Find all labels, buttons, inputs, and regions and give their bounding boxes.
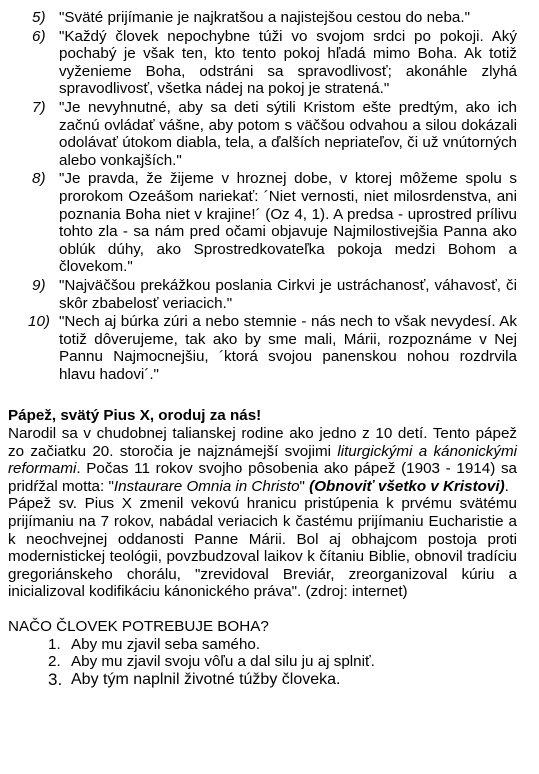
section-spacer xyxy=(8,601,517,618)
bio-text: . Počas 11 rokov svojho pôsobenia ako pápež (1903 - 1914) sa pridŕžal motta: " xyxy=(8,460,517,495)
reason-item xyxy=(8,671,517,689)
quote-number: 8) xyxy=(32,170,46,188)
why-heading: NAČO ČLOVEK POTREBUJE BOHA? xyxy=(8,618,269,635)
quote-text: "Každý človek nepochybne túži vo svojom srdci po pokoji. Aký pochabý je však ten, kto tento pokoj hľadá mimo Boha. Ak totiž vyženieme Boha, odstráni sa spravodlivosť; akonáhle zlyhá spravodlivosť, všetka nádej na pokoj je stratená." xyxy=(59,27,517,98)
why-section xyxy=(8,618,517,688)
bio-paragraph-2: Pápež sv. Pius X zmenil vekovú hranicu pristúpenia k prvému svätému prijímaniu na 7 rokov, nabádal veriacich k častému prijímaniu Eucharistie a k neochvejnej oddanosti Panne Márii. Bol aj obhajcom postoja proti modernistickej teológii, povzbudzoval laikov k čítaniu Biblie, obnovil tradíciu gregoriánskeho chorálu, "zrevidoval Breviár, zreorganizoval kúriu a inicializoval kodifikáciu kánonického práva". (zdroj: internet) xyxy=(8,495,517,601)
quote-number: 5) xyxy=(32,9,46,26)
quote-item xyxy=(8,313,517,383)
reason-number: 3. xyxy=(48,669,63,689)
quote-text: "Je pravda, že žijeme v hroznej dobe, v ktorej môžeme spolu s prorokom Ozeášom nariekať: ´Niet vernosti, niet milosrdenstva, ani poznania Boha niet v krajine!´ (Oz 4, 1). A predsa - uprostred prílivu tohto zla - sa nám pred očami objavuje Najmilostivejšia Panna ako oblúk dúhy, ako Sprostredkovateľka pokoja medzi Bohom a človekom." xyxy=(59,170,517,276)
bio-heading: Pápež, svätý Pius X, oroduj za nás! xyxy=(8,407,262,425)
quote-text: "Nech aj búrka zúri a nebo stemnie - nás nech to však nevydesí. Ak totiž dôverujeme, tak ako by sme mali, Márii, rozpoznáme v Nej Pannu Najmocnejšiu, ´ktorá svojou panenskou nohou rozdrvila hlavu hadovi´." xyxy=(59,313,517,383)
quote-number: 7) xyxy=(32,98,46,116)
reason-item xyxy=(8,653,517,671)
quote-item xyxy=(8,9,517,27)
reason-item xyxy=(8,636,517,654)
reason-text: Aby mu zjavil seba samého. xyxy=(71,635,261,653)
quote-item xyxy=(8,170,517,276)
quote-item xyxy=(8,277,517,312)
quote-number: 10) xyxy=(28,313,50,331)
bio-text: " xyxy=(299,477,310,495)
quote-item xyxy=(8,28,517,98)
motto-latin: Instaurare Omnia in Christo xyxy=(113,477,300,495)
quote-text: "Najväčšou prekážkou poslania Cirkvi je ustráchanosť, váhavosť, či skôr zbabelosť veriacich." xyxy=(59,276,517,312)
quote-number: 6) xyxy=(32,27,46,45)
reason-number: 1. xyxy=(48,635,61,653)
reason-text: Aby mu zjavil svoju vôľu a dal silu ju aj splniť. xyxy=(71,653,375,671)
quote-text: "Je nevyhnutné, aby sa deti sýtili Kristom ešte predtým, ako ich začnú ovládať vášne, aby potom s väčšou odvahou a silou dokázali odolávať útokom diabla, tela, a ďalších nepriateľov, či už vnútorných alebo vonkajších." xyxy=(59,98,517,169)
quote-item xyxy=(8,99,517,169)
section-spacer xyxy=(8,384,517,407)
bio-text: Narodil sa v chudobnej talianskej rodine ako jedno z 10 detí. Tento pápež zo začiatku 20. storočia je najznámejší svojimi xyxy=(8,425,517,460)
bio-italic-text: liturgickými a kánonickými reformami xyxy=(8,442,518,478)
quote-text: "Sväté prijímanie je najkratšou a najistejšou cestou do neba." xyxy=(59,9,470,26)
bio-paragraph-1 xyxy=(8,425,517,495)
reasons-list xyxy=(8,636,517,689)
reason-number: 2. xyxy=(48,653,61,671)
bio-section xyxy=(8,407,517,601)
bio-text: . xyxy=(504,477,509,495)
reason-text: Aby tým naplnil životné túžby človeka. xyxy=(71,670,341,688)
quotes-list xyxy=(8,9,517,383)
motto-slovak: (Obnoviť všetko v Kristovi) xyxy=(309,477,505,495)
quote-number: 9) xyxy=(32,276,46,294)
